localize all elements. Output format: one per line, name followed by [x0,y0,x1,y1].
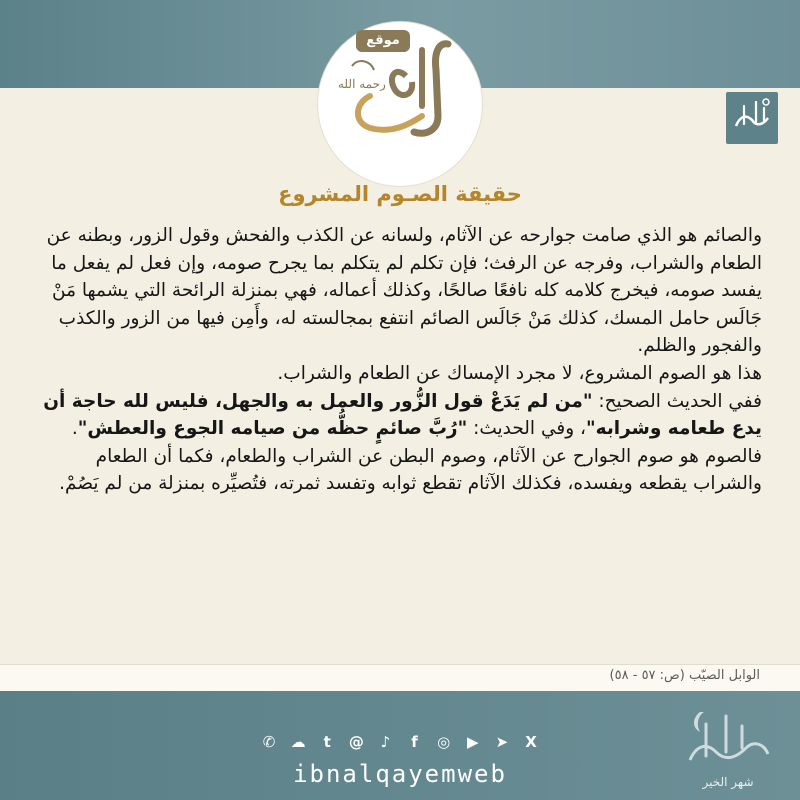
x-icon[interactable]: X [525,733,537,751]
instagram-icon[interactable]: ◎ [437,733,451,751]
facebook-icon[interactable]: f [411,733,418,751]
ramadan-calligraphy-icon [726,92,778,144]
logo-calligraphy [330,36,470,146]
hadith-intro: ففي الحديث الصحيح: [592,390,762,412]
social-handle[interactable]: ibnalqayemweb [293,760,507,788]
soundcloud-icon[interactable]: ☁ [290,733,306,751]
youtube-icon[interactable]: ▶ [466,733,479,751]
hadith-paragraph [40,388,762,443]
hadith-end: . [71,418,78,440]
whatsapp-icon[interactable]: ✆ [262,733,276,751]
article-title: حقيقة الصـوم المشروع [278,182,522,206]
article-body [40,222,762,498]
ramadan-badge [726,92,778,144]
closing-paragraph: فالصوم هو صوم الجوارح عن الآثام، وصوم البطن عن الشراب والطعام، فكما أن الطعام والشراب يقطعه ويفسده، فكذلك الآثام تقطع ثوابه وتفسد ثمرته، فتُصيِّره بمنزلة من لم يَصُمْ. [59,445,762,495]
tumblr-icon[interactable]: t [323,733,331,751]
hadith-mid: ، وفي الحديث: [467,418,586,440]
paragraph-2: هذا هو الصوم المشروع، لا مجرد الإمساك عن الطعام والشراب. [277,362,762,384]
tiktok-icon[interactable]: ♪ [380,733,391,751]
site-label-badge: موقع [356,30,410,52]
social-links [258,728,542,756]
logo-prayer-text: رحمه الله [338,77,386,91]
threads-icon[interactable]: @ [348,733,364,751]
hadith-quote-1: "من لم يَدَعْ قول الزُّور والعمل به والجهل، فليس لله حاجة أن يدع طعامه وشرابه" [43,390,762,440]
ramadan-logo [676,702,780,796]
source-citation: الوابل الصيّب (ص: ٥٧ - ٥٨) [609,668,760,683]
hadith-quote-2: "رُبَّ صائمٍ حظُّه من صيامه الجوع والعطش" [77,418,468,440]
telegram-icon[interactable]: ➤ [495,733,509,751]
paragraph-1: والصائم هو الذي صامت جوارحه عن الآثام، ولسانه عن الكذب والفحش وقول الزور، وبطنه عن الطعام والشراب، وفرجه عن الرفث؛ فإن تكلم لم يتكلم بما يجرح صومه، وإن فعل لم يفعل ما يفسد صومه، فيخرج كلامه كله نافعًا صالحًا، وكذلك أعماله، فهي بمنزلة الرائحة التي يشمها مَنْ جَالَس حامل المسك، كذلك مَنْ جَالَس الصائم انتفع بمجالسته له، وأَمِن فيها من الزور والكذب والفجور والظلم. [46,225,762,357]
ramadan-tagline: شهر الخير [702,775,754,789]
